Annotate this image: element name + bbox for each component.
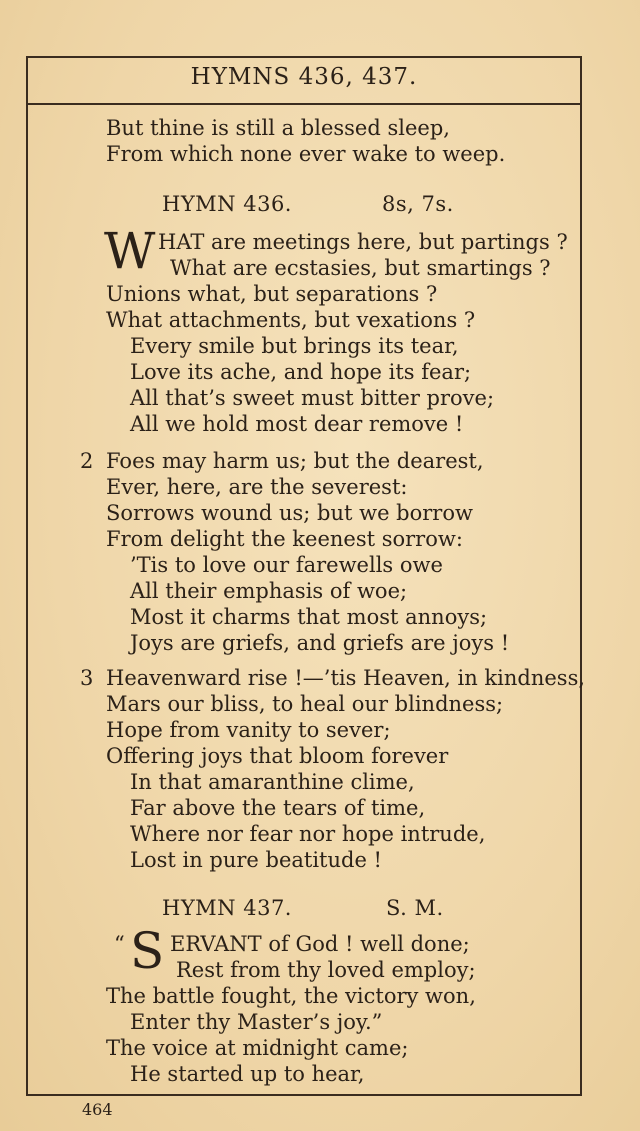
stanza-2-line-8: Joys are griefs, and griefs are joys ! <box>130 631 510 655</box>
hymn-436-dropcap: W <box>104 222 156 280</box>
stanza-3-line-5: In that amaranthine clime, <box>130 770 415 794</box>
hymn-436-line-6: Love its ache, and hope its fear; <box>130 360 472 384</box>
stanza-2-number: 2 <box>80 449 94 473</box>
hymn-437-line-5: The voice at midnight came; <box>106 1036 409 1060</box>
hymn-437-title: HYMN 437. <box>162 896 292 920</box>
hymn-437-dropcap: S <box>130 922 165 980</box>
page-number: 464 <box>82 1100 113 1119</box>
hymn-436-line-8: All we hold most dear remove ! <box>130 412 464 436</box>
stanza-2-line-7: Most it charms that most annoys; <box>130 605 488 629</box>
bottom-border-rule <box>26 1094 582 1096</box>
hymn-436-line-2: What are ecstasies, but smartings ? <box>170 256 551 280</box>
hymn-436-line-5: Every smile but brings its tear, <box>130 334 459 358</box>
hymn-436-line-7: All that’s sweet must bitter prove; <box>130 386 495 410</box>
hymn-436-line-4: What attachments, but vexations ? <box>106 308 476 332</box>
hymn-437-meter: S. M. <box>386 896 444 920</box>
hymn-436-line-3: Unions what, but separations ? <box>106 282 438 306</box>
hymn-437-line-6: He started up to hear, <box>130 1062 365 1086</box>
stanza-3-line-8: Lost in pure beatitude ! <box>130 848 382 872</box>
hymn-437-line-2: Rest from thy loved employ; <box>176 958 476 982</box>
left-border-rule <box>26 56 28 1096</box>
stanza-2-line-3: Sorrows wound us; but we borrow <box>106 501 473 525</box>
stanza-3-line-6: Far above the tears of time, <box>130 796 426 820</box>
running-head: HYMNS 436, 437. <box>190 64 418 90</box>
header-rule <box>26 103 582 105</box>
prev-hymn-line-1: But thine is still a blessed sleep, <box>106 116 450 140</box>
right-border-rule <box>580 56 582 1096</box>
hymn-437-line-3: The battle fought, the victory won, <box>106 984 476 1008</box>
stanza-2-line-4: From delight the keenest sorrow: <box>106 527 463 551</box>
hymn-437-line-1: ERVANT of God ! well done; <box>170 932 470 956</box>
stanza-3-number: 3 <box>80 666 94 690</box>
hymn-436-line-1: HAT are meetings here, but partings ? <box>158 230 568 254</box>
hymn-437-open-quote: “ <box>114 932 125 956</box>
stanza-3-line-2: Mars our bliss, to heal our blindness; <box>106 692 504 716</box>
hymn-436-title: HYMN 436. <box>162 192 292 216</box>
hymn-436-meter: 8s, 7s. <box>382 192 454 216</box>
stanza-3-line-7: Where nor fear nor hope intrude, <box>130 822 486 846</box>
stanza-2-line-6: All their emphasis of woe; <box>130 579 408 603</box>
prev-hymn-line-2: From which none ever wake to weep. <box>106 142 506 166</box>
stanza-2-line-5: ’Tis to love our farewells owe <box>130 553 443 577</box>
stanza-3-line-3: Hope from vanity to sever; <box>106 718 391 742</box>
stanza-3-line-4: Offering joys that bloom forever <box>106 744 449 768</box>
stanza-2-line-1: Foes may harm us; but the dearest, <box>106 449 484 473</box>
stanza-3-line-1: Heavenward rise !—’tis Heaven, in kindness, <box>106 666 586 690</box>
stanza-2-line-2: Ever, here, are the severest: <box>106 475 408 499</box>
hymn-437-line-4: Enter thy Master’s joy.” <box>130 1010 383 1034</box>
top-border-rule <box>26 56 582 58</box>
